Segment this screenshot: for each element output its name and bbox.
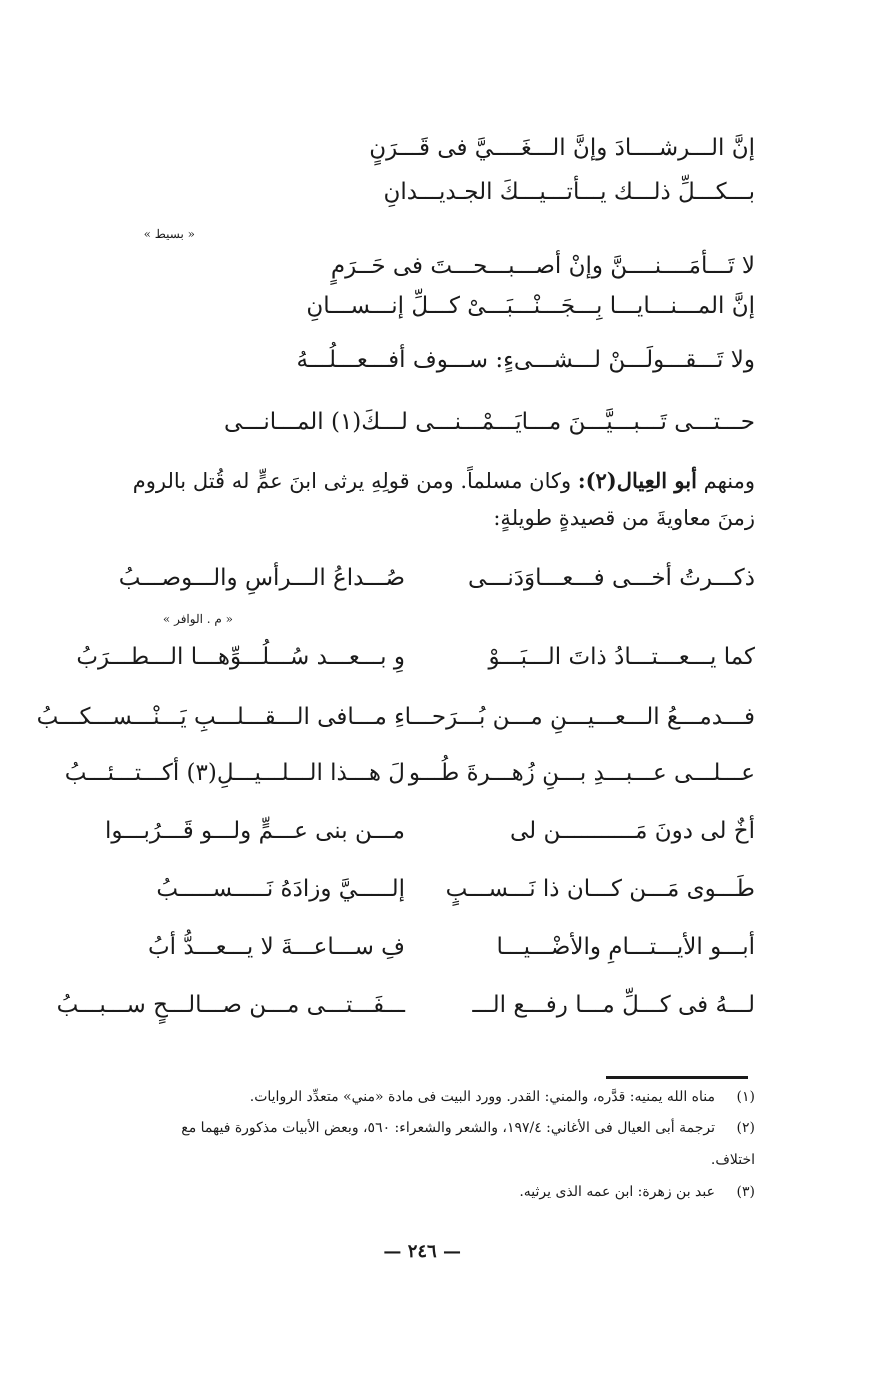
- couplet-right: أخٌ لى دونَ مَـــــــــــن لى: [509, 818, 755, 844]
- page-number: — ٢٤٦ —: [383, 1241, 461, 1262]
- couplet-left: إلـــــيَّ وزادَهُ نَـــــســـــبُ: [156, 876, 405, 902]
- meter-label: « بسيط »: [143, 227, 195, 241]
- couplet-right: طَـــوى مَـــن كـــان ذا نَـــســـبٍ: [445, 876, 755, 902]
- couplet-right: لـــهُ فى كـــلِّ مـــا رفـــع الـــ: [472, 992, 755, 1018]
- couplet-left: ـــفَـــتـــى مـــن صـــالـــحٍ ســـبـــبُ: [56, 992, 405, 1018]
- couplet-right: فـــدمـــعُ الـــعـــيـــنِ مـــن بُـــرَحـــا: [404, 704, 755, 730]
- verse-line: بـــكـــلِّ ذلـــك يـــأتـــيـــكَ الجـديـــدانِ: [383, 179, 755, 205]
- footnote-text: عبد بن زهرة: ابن عمه الذى يرثيه.: [519, 1184, 715, 1200]
- footnote-number: (٢): [736, 1120, 755, 1136]
- footnote-continuation: اختلاف.: [710, 1152, 755, 1168]
- prose-rest: وكان مسلماً. ومن قولِهِ يرثى ابنَ عمٍّ له قُتل بالروم: [132, 469, 578, 493]
- verse-line: حـــتـــى تَـــبـــيَّـــنَ مـــايَـــمْـــنـــى لـــكَ(١) المـــانـــى: [223, 409, 755, 435]
- couplet-left: فِ ســـاعـــةَ لا يـــعـــدُّ أبُ: [147, 934, 405, 960]
- couplet-left: صُـــداعُ الـــرأسِ والـــوصـــبُ: [118, 565, 405, 591]
- prose-intro: ومنهم: [696, 469, 755, 493]
- footnote-divider: [606, 1076, 748, 1079]
- couplet-left: مـــن بنى عـــمٍّ ولـــو قَـــرُبـــوا: [104, 818, 405, 844]
- poet-name: أبو العِيال(٢):: [577, 468, 697, 493]
- footnote: [115, 1086, 755, 1108]
- meter-label: « م . الوافر »: [162, 612, 233, 626]
- footnote: [115, 1181, 755, 1203]
- couplet-right: كما يـــعـــتـــادُ ذاتَ الـــبَـــوْ: [488, 644, 755, 670]
- verse-line: إنَّ الـــرشــــادَ وإنَّ الـــغَــــيَّ فى قَـــرَنٍ: [369, 135, 755, 161]
- couplet-right: عـــلـــى عـــبـــدِ بـــنِ زُهـــرةَ طُـــو: [408, 760, 755, 786]
- couplet-right: أبـــو الأيـــتـــامِ والأضْـــيـــا: [496, 934, 755, 960]
- verse-line: إنَّ المـــنـــايـــا بِـــجَـــنْـــبَـــىْ كـــلِّ إنـــســـانِ: [306, 293, 755, 319]
- footnote: [115, 1117, 755, 1139]
- prose-paragraph: [133, 466, 755, 496]
- verse-line: لا تَـــأمَــــنــــنَّ وإنْ أصـــبـــحـــتَ فى حَــرَمٍ: [330, 253, 755, 279]
- couplet-left: لَ هـــذا الـــلـــيـــلِ(٣) أكـــتـــئـــبُ: [64, 760, 405, 786]
- verse-line: ولا تَـــقـــولَـــنْ لـــشـــىءٍ: ســـوف أفـــعـــلُـــهُ: [296, 347, 755, 373]
- footnote-text: ترجمة أبى العيال فى الأغاني: ١٩٧/٤، والشعر والشعراء: ٥٦٠، وبعض الأبيات مذكورة فيهما مع: [181, 1120, 715, 1136]
- footnote-text: مناه الله يمنيه: قدَّره، والمني: القدر. وورد البيت فى مادة «مني» متعدِّد الروايات.: [249, 1089, 715, 1105]
- couplet-left: وِ بـــعـــد سُـــلُـــوِّهـــا الـــطـــرَبُ: [76, 644, 405, 670]
- footnote-number: (١): [736, 1089, 755, 1105]
- prose-paragraph-line2: زمنَ معاويةَ من قصيدةٍ طويلةٍ:: [493, 506, 755, 530]
- footnote-number: (٣): [736, 1184, 755, 1200]
- couplet-right: ذكـــرتُ أخـــى فـــعـــاوَدَنـــى: [467, 565, 755, 591]
- couplet-left: ءِ مـــافى الـــقـــلـــبِ يَـــنْـــســـكـــبُ: [36, 704, 405, 730]
